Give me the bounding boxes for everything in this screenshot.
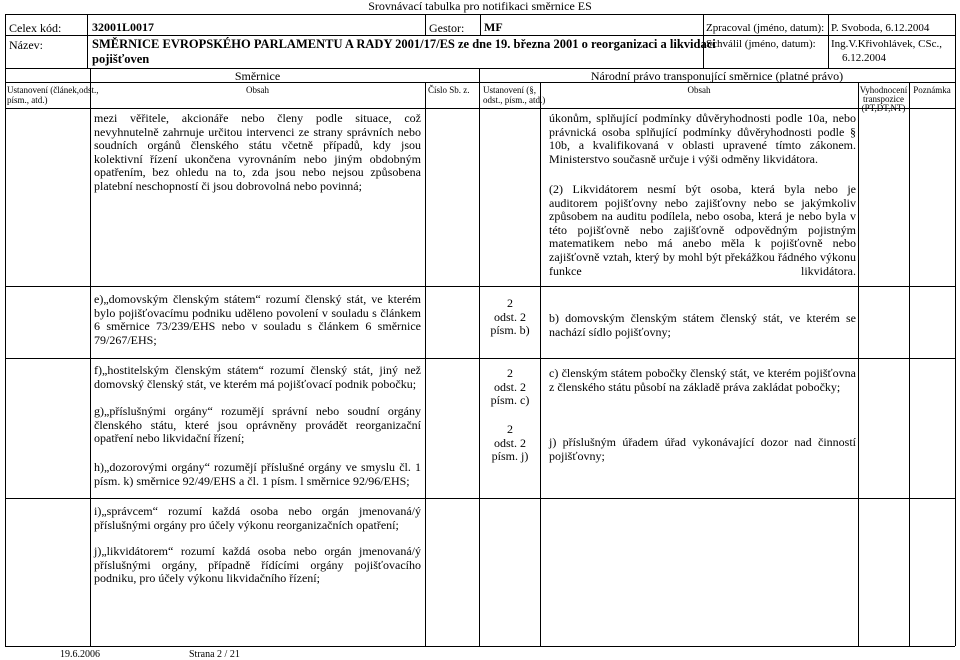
- header-zpracoval-value-divider: [828, 14, 829, 68]
- header-label-divider: [87, 14, 88, 68]
- row1-narodni-text-a: úkonům, splňující podmínky důvěryhodnosti podle 10a, nebo právnická osoba splňující podmínky důvěryhodnosti podle § 10b, a kvalifikovaná v oblasti upravené tímto zákonem. Ministerstvo současně určuje i výši odměny likvidátora.: [549, 111, 856, 166]
- col-ustanoveni2-header: Ustanovení (§,: [483, 85, 536, 95]
- zpracoval-label: Zpracoval (jméno, datum):: [706, 22, 825, 34]
- header-gestor-value-divider: [480, 14, 481, 35]
- row3-narodni-c: c) členským státem pobočky členský stát, ve kterém pojišťovna z členského státu působí na základě práva zakládat pobočky;: [549, 366, 856, 394]
- row3-smernice-g: g)„příslušnými orgány“ rozumějí správní nebo soudní orgány členského státu, které jsou oprávněny provádět reorganizační opatření nebo likvidační řízení;: [94, 404, 421, 446]
- col-divider-2: [425, 82, 426, 646]
- footer-page-number: Strana 2 / 21: [189, 649, 240, 660]
- header-divider: [5, 35, 955, 36]
- row-separator: [5, 286, 955, 287]
- row2-ref: 2 odst. 2 písm. b): [490, 296, 530, 338]
- row-separator: [5, 358, 955, 359]
- nazev-value: SMĚRNICE EVROPSKÉHO PARLAMENTU A RADY 2001/17/ES ze dne 19. března 2001 o reorganizaci a likvidaci: [92, 37, 716, 51]
- zpracoval-value: P. Svoboda, 6.12.2004: [831, 22, 930, 34]
- col-vyhodnoceni-header: Vyhodnocení: [859, 85, 908, 95]
- row-separator: [5, 498, 955, 499]
- row3-smernice-f: f)„hostitelským členským státem“ rozumí členský stát, jiný než domovský členský stát, ve kterém má pojišťovací podnik pobočku;: [94, 363, 421, 391]
- col-ustanoveni-header: Ustanovení (článek,odst.,: [7, 85, 99, 95]
- header-gestor-divider: [425, 14, 426, 35]
- celex-label: Celex kód:: [9, 21, 62, 35]
- document-title: Srovnávací tabulka pro notifikaci směrnice ES: [368, 0, 592, 13]
- row2-narodni-text: b) domovským členským státem členský stát, ve kterém se nachází sídlo pojišťovny;: [549, 311, 856, 339]
- smernice-group-header: Směrnice: [234, 69, 281, 83]
- gestor-label: Gestor:: [429, 21, 465, 35]
- col-ustanoveni-header-2: písm., atd.): [7, 95, 48, 105]
- nazev-value-continued: pojišťoven: [92, 52, 150, 66]
- row3-smernice-h: h)„dozorovými orgány“ rozumějí příslušné orgány ve smyslu čl. 1 písm. k) směrnice 92/49/EHS a čl. 1 písm. l směrnice 92/96/EHS;: [94, 460, 421, 488]
- col-cislo-sb-header: Číslo Sb. z.: [428, 85, 470, 95]
- table-left-border: [5, 14, 6, 646]
- col-obsah2-header: Obsah: [687, 85, 711, 95]
- row1-smernice-text: mezi věřitele, akcionáře nebo členy podle situace, což nevyhnutelně zahrnuje určitou intervenci ze strany správních nebo soudních orgánů členského státu včetně případů, kdy jsou kolektivní řízení ukončena vyrovnáním nebo jiným obdobným opatřením, bez ohledu na to, zda jsou nebo nejsou způsobena platební neschopností či jsou dobrovolná nebo povinná;: [94, 111, 421, 193]
- col-ustanoveni2-header-2: odst., písm., atd.): [483, 95, 546, 105]
- schvalil-value: Ing.V.Křivohlávek, CSc.,: [831, 38, 943, 50]
- column-header-bottom: [5, 108, 955, 109]
- col-divider-3: [479, 68, 480, 646]
- col-divider-6: [909, 82, 910, 646]
- col-obsah-header: Obsah: [246, 85, 269, 95]
- col-divider-5: [858, 82, 859, 646]
- narodni-pravo-group-header: Národní právo transponující směrnice (platné právo): [590, 69, 844, 83]
- schvalil-label: Schválil (jméno, datum):: [706, 38, 816, 50]
- col-poznamka-header: Poznámka: [913, 85, 951, 95]
- schvalil-value-date: 6.12.2004: [842, 52, 886, 64]
- row3-narodni-j: j) příslušným úřadem úřad vykonávající dozor nad činností pojišťovny;: [549, 435, 856, 463]
- row2-smernice-text: e)„domovským členským státem“ rozumí členský stát, ve kterém bylo pojišťovacímu podniku uděleno povolení v souladu s článkem 6 směrnice 73/239/EHS nebo v souladu s článkem 6 směrnice 79/267/EHS;: [94, 292, 421, 347]
- row1-narodni-text-b: (2) Likvidátorem nesmí být osoba, která byla nebo je auditorem pojišťovny nebo zajišťovny nebo se jakýmkoliv způsobem na auditu podílela, nebo osoba, která je nebo byla v této pojišťovně nebo zajišťovně odpovědným pojistným matematikem nebo má anebo měla k pojišťovně nebo zajišťovně vztah, který by mohl být překážkou řádného výkonu funkce likvidátora.: [549, 182, 856, 278]
- row4-smernice-i: i)„správcem“ rozumí každá osoba nebo orgán jmenovaná/ý příslušnými orgány pro účely výkonu reorganizačních opatření;: [94, 504, 421, 532]
- gestor-value: MF: [484, 20, 503, 34]
- col-divider-4: [540, 82, 541, 646]
- footer-date: 19.6.2006: [60, 649, 100, 660]
- col-vyhodnoceni-header-3: (PT,DT,NT): [861, 103, 906, 113]
- row3-ref-j: 2 odst. 2 písm. j): [491, 422, 529, 464]
- celex-value: 32001L0017: [92, 20, 155, 34]
- table-right-border: [955, 14, 956, 646]
- col-divider-1: [90, 68, 91, 646]
- row3-ref-c: 2 odst. 2 písm. c): [490, 366, 530, 408]
- row4-smernice-j: j)„likvidátorem“ rozumí každá osoba nebo orgán jmenovaná/ý příslušnými orgány, případně řídícími orgány pojišťovacího podniku, pro účely výkonu likvidačního řízení;: [94, 544, 421, 586]
- nazev-label: Název:: [9, 38, 43, 52]
- table-bottom-border: [5, 646, 955, 647]
- col-vyhodnoceni-header-2: transpozice: [863, 94, 904, 104]
